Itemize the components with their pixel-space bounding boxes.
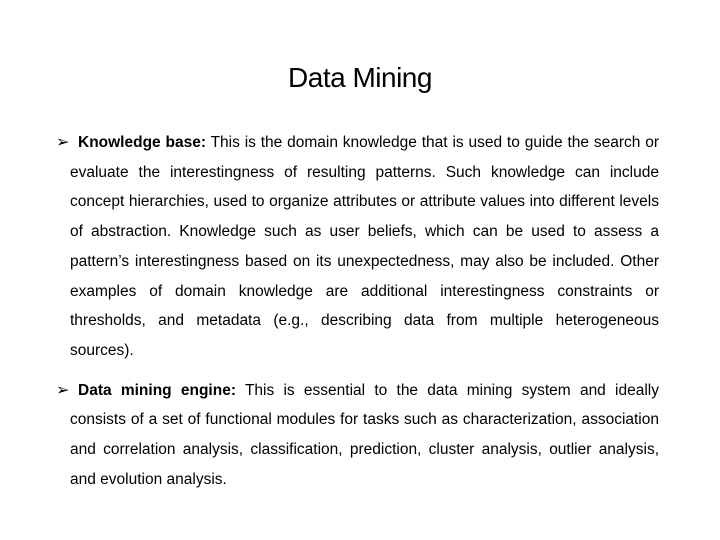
- arrow-bullet-icon: ➢: [56, 381, 70, 399]
- bullet-list: [58, 128, 659, 504]
- bullet-text: This is essential to the data mining system and ideally consists of a set of functional modules for tasks such as characterization, association and correlation analysis, classification, prediction, cluster analysis, outlier analysis, and evolution analysis.: [70, 381, 659, 488]
- page-title: Data Mining: [288, 62, 432, 93]
- bullet-text: This is the domain knowledge that is used to guide the search or evaluate the interestingness of resulting patterns. Such knowledge can include concept hierarchies, used to organize attributes or attribute values into different levels of abstraction. Knowledge such as user beliefs, which can be used to assess a pattern’s interestingness based on its unexpectedness, may also be included. Other examples of domain knowledge are additional interestingness constraints or thresholds, and metadata (e.g., describing data from multiple heterogeneous sources).: [70, 134, 659, 359]
- bullet-data-mining-engine: [58, 376, 659, 495]
- bullet-knowledge-base: [58, 128, 659, 366]
- arrow-bullet-icon: ➢: [56, 134, 70, 151]
- bullet-term: Data mining engine:: [78, 381, 236, 399]
- bullet-term: Knowledge base:: [78, 134, 207, 151]
